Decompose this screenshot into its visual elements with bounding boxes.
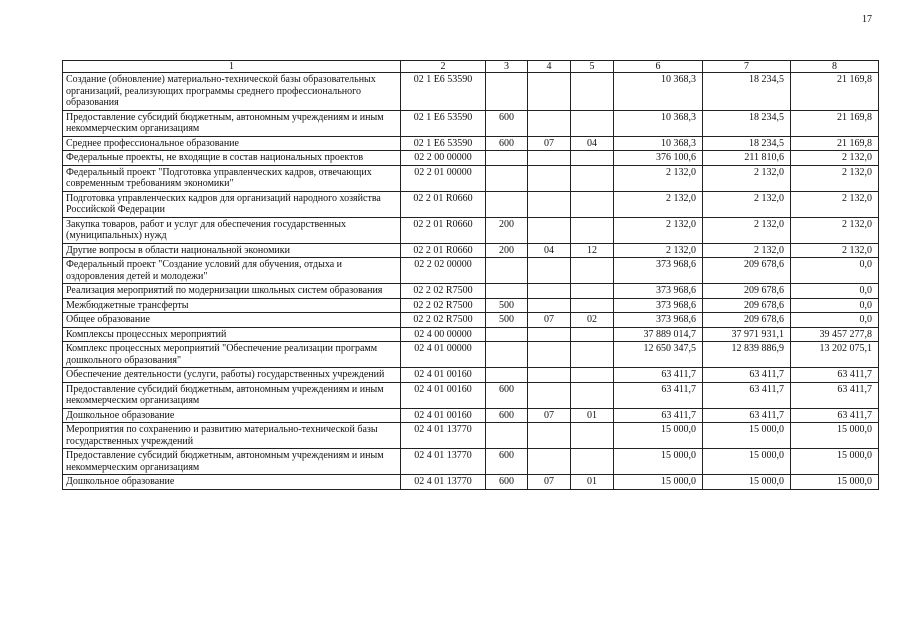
row-amount-1-cell: 63 411,7: [614, 382, 703, 408]
row-subsection-cell: [571, 110, 614, 136]
row-amount-2-cell: 63 411,7: [703, 382, 791, 408]
row-expense-type-cell: 600: [486, 408, 528, 423]
row-expense-type-cell: 200: [486, 243, 528, 258]
row-amount-3-cell: 0,0: [791, 313, 879, 328]
row-amount-1-cell: 376 100,6: [614, 151, 703, 166]
row-name-cell: Предоставление субсидий бюджетным, автономным учреждениям и иным некоммерческим организациям: [63, 449, 401, 475]
row-amount-2-cell: 211 810,6: [703, 151, 791, 166]
row-amount-3-cell: 2 132,0: [791, 243, 879, 258]
row-amount-3-cell: 15 000,0: [791, 423, 879, 449]
row-code-cell: 02 2 02 R7500: [401, 313, 486, 328]
row-amount-2-cell: 2 132,0: [703, 217, 791, 243]
table-row: [63, 165, 879, 191]
row-amount-3-cell: 13 202 075,1: [791, 342, 879, 368]
row-section-cell: 07: [528, 136, 571, 151]
row-amount-1-cell: 2 132,0: [614, 217, 703, 243]
row-amount-3-cell: 2 132,0: [791, 191, 879, 217]
row-amount-3-cell: 0,0: [791, 298, 879, 313]
row-amount-2-cell: 2 132,0: [703, 191, 791, 217]
header-row: [63, 61, 879, 73]
row-name-cell: Мероприятия по сохранению и развитию материально-технической базы государственных учреждений: [63, 423, 401, 449]
table-row: [63, 423, 879, 449]
table-row: [63, 382, 879, 408]
row-section-cell: [528, 327, 571, 342]
row-expense-type-cell: [486, 368, 528, 383]
row-amount-2-cell: 15 000,0: [703, 449, 791, 475]
row-expense-type-cell: [486, 191, 528, 217]
row-name-cell: Предоставление субсидий бюджетным, автономным учреждениям и иным некоммерческим организациям: [63, 382, 401, 408]
row-amount-3-cell: 2 132,0: [791, 151, 879, 166]
row-subsection-cell: [571, 382, 614, 408]
table-body: [63, 73, 879, 490]
row-amount-1-cell: 373 968,6: [614, 258, 703, 284]
row-expense-type-cell: [486, 73, 528, 111]
column-header: 8: [791, 61, 879, 73]
row-subsection-cell: [571, 423, 614, 449]
row-amount-3-cell: 63 411,7: [791, 382, 879, 408]
row-section-cell: [528, 342, 571, 368]
table-row: [63, 298, 879, 313]
row-amount-3-cell: 21 169,8: [791, 110, 879, 136]
row-subsection-cell: [571, 284, 614, 299]
row-section-cell: [528, 165, 571, 191]
row-subsection-cell: [571, 327, 614, 342]
column-header: 7: [703, 61, 791, 73]
row-section-cell: [528, 423, 571, 449]
row-code-cell: 02 4 01 00160: [401, 382, 486, 408]
row-subsection-cell: 01: [571, 475, 614, 490]
row-section-cell: [528, 298, 571, 313]
row-expense-type-cell: [486, 165, 528, 191]
table-row: [63, 342, 879, 368]
row-subsection-cell: [571, 258, 614, 284]
row-section-cell: [528, 191, 571, 217]
row-amount-1-cell: 15 000,0: [614, 449, 703, 475]
row-amount-2-cell: 18 234,5: [703, 73, 791, 111]
row-code-cell: 02 2 02 R7500: [401, 284, 486, 299]
row-subsection-cell: [571, 449, 614, 475]
table-row: [63, 327, 879, 342]
row-amount-3-cell: 15 000,0: [791, 449, 879, 475]
table-row: [63, 136, 879, 151]
row-subsection-cell: [571, 298, 614, 313]
row-code-cell: 02 1 Е6 53590: [401, 73, 486, 111]
row-amount-1-cell: 2 132,0: [614, 191, 703, 217]
row-amount-2-cell: 12 839 886,9: [703, 342, 791, 368]
row-amount-1-cell: 10 368,3: [614, 73, 703, 111]
row-amount-2-cell: 63 411,7: [703, 368, 791, 383]
budget-table: [62, 60, 879, 490]
column-header: 5: [571, 61, 614, 73]
column-header: 3: [486, 61, 528, 73]
row-name-cell: Комплексы процессных мероприятий: [63, 327, 401, 342]
row-expense-type-cell: 600: [486, 449, 528, 475]
row-expense-type-cell: 600: [486, 110, 528, 136]
row-amount-3-cell: 39 457 277,8: [791, 327, 879, 342]
row-amount-3-cell: 0,0: [791, 258, 879, 284]
row-expense-type-cell: [486, 327, 528, 342]
row-amount-2-cell: 209 678,6: [703, 258, 791, 284]
row-amount-3-cell: 15 000,0: [791, 475, 879, 490]
row-expense-type-cell: 500: [486, 298, 528, 313]
row-name-cell: Федеральный проект "Создание условий для обучения, отдыха и оздоровления детей и молодежи": [63, 258, 401, 284]
row-amount-2-cell: 15 000,0: [703, 423, 791, 449]
table-row: [63, 449, 879, 475]
row-code-cell: 02 2 02 00000: [401, 258, 486, 284]
row-code-cell: 02 4 01 00000: [401, 342, 486, 368]
row-name-cell: Обеспечение деятельности (услуги, работы) государственных учреждений: [63, 368, 401, 383]
row-name-cell: Дошкольное образование: [63, 408, 401, 423]
row-amount-1-cell: 63 411,7: [614, 368, 703, 383]
row-expense-type-cell: 600: [486, 382, 528, 408]
row-subsection-cell: [571, 191, 614, 217]
row-name-cell: Другие вопросы в области национальной экономики: [63, 243, 401, 258]
row-amount-1-cell: 12 650 347,5: [614, 342, 703, 368]
row-section-cell: [528, 449, 571, 475]
row-section-cell: [528, 73, 571, 111]
table-row: [63, 475, 879, 490]
row-section-cell: [528, 382, 571, 408]
row-amount-2-cell: 209 678,6: [703, 284, 791, 299]
row-expense-type-cell: [486, 284, 528, 299]
row-subsection-cell: 12: [571, 243, 614, 258]
column-header: 1: [63, 61, 401, 73]
row-code-cell: 02 1 Е6 53590: [401, 136, 486, 151]
row-section-cell: [528, 151, 571, 166]
row-expense-type-cell: [486, 258, 528, 284]
row-expense-type-cell: [486, 151, 528, 166]
row-amount-2-cell: 18 234,5: [703, 110, 791, 136]
table-row: [63, 258, 879, 284]
row-section-cell: [528, 368, 571, 383]
column-header: 4: [528, 61, 571, 73]
row-amount-1-cell: 15 000,0: [614, 475, 703, 490]
row-amount-3-cell: 21 169,8: [791, 73, 879, 111]
row-amount-1-cell: 373 968,6: [614, 298, 703, 313]
row-section-cell: 07: [528, 313, 571, 328]
row-subsection-cell: 01: [571, 408, 614, 423]
row-section-cell: 07: [528, 408, 571, 423]
row-amount-1-cell: 373 968,6: [614, 284, 703, 299]
row-subsection-cell: [571, 217, 614, 243]
row-amount-2-cell: 18 234,5: [703, 136, 791, 151]
row-expense-type-cell: [486, 423, 528, 449]
row-code-cell: 02 4 01 13770: [401, 423, 486, 449]
row-amount-2-cell: 2 132,0: [703, 243, 791, 258]
table-row: [63, 217, 879, 243]
table-row: [63, 368, 879, 383]
row-amount-1-cell: 2 132,0: [614, 165, 703, 191]
row-code-cell: 02 2 00 00000: [401, 151, 486, 166]
row-amount-3-cell: 63 411,7: [791, 408, 879, 423]
row-name-cell: Федеральные проекты, не входящие в состав национальных проектов: [63, 151, 401, 166]
row-name-cell: Федеральный проект "Подготовка управленческих кадров, отвечающих современным требованиям экономики": [63, 165, 401, 191]
row-amount-3-cell: 63 411,7: [791, 368, 879, 383]
row-expense-type-cell: 200: [486, 217, 528, 243]
row-code-cell: 02 4 01 00160: [401, 368, 486, 383]
table-row: [63, 110, 879, 136]
row-code-cell: 02 4 00 00000: [401, 327, 486, 342]
row-section-cell: [528, 110, 571, 136]
column-header: 2: [401, 61, 486, 73]
row-subsection-cell: [571, 342, 614, 368]
row-amount-3-cell: 21 169,8: [791, 136, 879, 151]
row-section-cell: [528, 217, 571, 243]
row-name-cell: Общее образование: [63, 313, 401, 328]
row-subsection-cell: [571, 368, 614, 383]
row-name-cell: Подготовка управленческих кадров для организаций народного хозяйства Российской Федерации: [63, 191, 401, 217]
row-expense-type-cell: 600: [486, 475, 528, 490]
row-subsection-cell: [571, 165, 614, 191]
row-section-cell: 04: [528, 243, 571, 258]
row-amount-1-cell: 373 968,6: [614, 313, 703, 328]
row-section-cell: 07: [528, 475, 571, 490]
row-code-cell: 02 2 01 00000: [401, 165, 486, 191]
table-row: [63, 313, 879, 328]
row-subsection-cell: 02: [571, 313, 614, 328]
row-amount-3-cell: 0,0: [791, 284, 879, 299]
row-amount-2-cell: 15 000,0: [703, 475, 791, 490]
row-code-cell: 02 4 01 00160: [401, 408, 486, 423]
row-expense-type-cell: 600: [486, 136, 528, 151]
row-name-cell: Создание (обновление) материально-технической базы образовательных организаций, реализующих программы среднего профессионального образования: [63, 73, 401, 111]
row-code-cell: 02 4 01 13770: [401, 475, 486, 490]
row-amount-2-cell: 209 678,6: [703, 298, 791, 313]
row-code-cell: 02 2 02 R7500: [401, 298, 486, 313]
row-code-cell: 02 4 01 13770: [401, 449, 486, 475]
table-row: [63, 243, 879, 258]
row-section-cell: [528, 258, 571, 284]
row-amount-2-cell: 37 971 931,1: [703, 327, 791, 342]
row-name-cell: Среднее профессиональное образование: [63, 136, 401, 151]
row-amount-1-cell: 63 411,7: [614, 408, 703, 423]
row-code-cell: 02 2 01 R0660: [401, 243, 486, 258]
row-name-cell: Предоставление субсидий бюджетным, автономным учреждениям и иным некоммерческим организациям: [63, 110, 401, 136]
row-code-cell: 02 1 Е6 53590: [401, 110, 486, 136]
row-name-cell: Дошкольное образование: [63, 475, 401, 490]
row-section-cell: [528, 284, 571, 299]
row-amount-1-cell: 10 368,3: [614, 136, 703, 151]
row-amount-1-cell: 37 889 014,7: [614, 327, 703, 342]
row-amount-2-cell: 2 132,0: [703, 165, 791, 191]
row-amount-2-cell: 63 411,7: [703, 408, 791, 423]
row-amount-1-cell: 15 000,0: [614, 423, 703, 449]
row-subsection-cell: 04: [571, 136, 614, 151]
table-row: [63, 151, 879, 166]
table-row: [63, 191, 879, 217]
row-expense-type-cell: 500: [486, 313, 528, 328]
table-row: [63, 284, 879, 299]
row-amount-1-cell: 10 368,3: [614, 110, 703, 136]
table-row: [63, 408, 879, 423]
column-header: 6: [614, 61, 703, 73]
row-name-cell: Комплекс процессных мероприятий "Обеспечение реализации программ дошкольного образования": [63, 342, 401, 368]
row-amount-3-cell: 2 132,0: [791, 165, 879, 191]
row-code-cell: 02 2 01 R0660: [401, 217, 486, 243]
row-name-cell: Реализация мероприятий по модернизации школьных систем образования: [63, 284, 401, 299]
row-subsection-cell: [571, 151, 614, 166]
row-name-cell: Закупка товаров, работ и услуг для обеспечения государственных (муниципальных) нужд: [63, 217, 401, 243]
row-amount-1-cell: 2 132,0: [614, 243, 703, 258]
row-amount-2-cell: 209 678,6: [703, 313, 791, 328]
row-name-cell: Межбюджетные трансферты: [63, 298, 401, 313]
page-number: 17: [862, 14, 872, 25]
row-expense-type-cell: [486, 342, 528, 368]
row-amount-3-cell: 2 132,0: [791, 217, 879, 243]
table-row: [63, 73, 879, 111]
row-code-cell: 02 2 01 R0660: [401, 191, 486, 217]
row-subsection-cell: [571, 73, 614, 111]
